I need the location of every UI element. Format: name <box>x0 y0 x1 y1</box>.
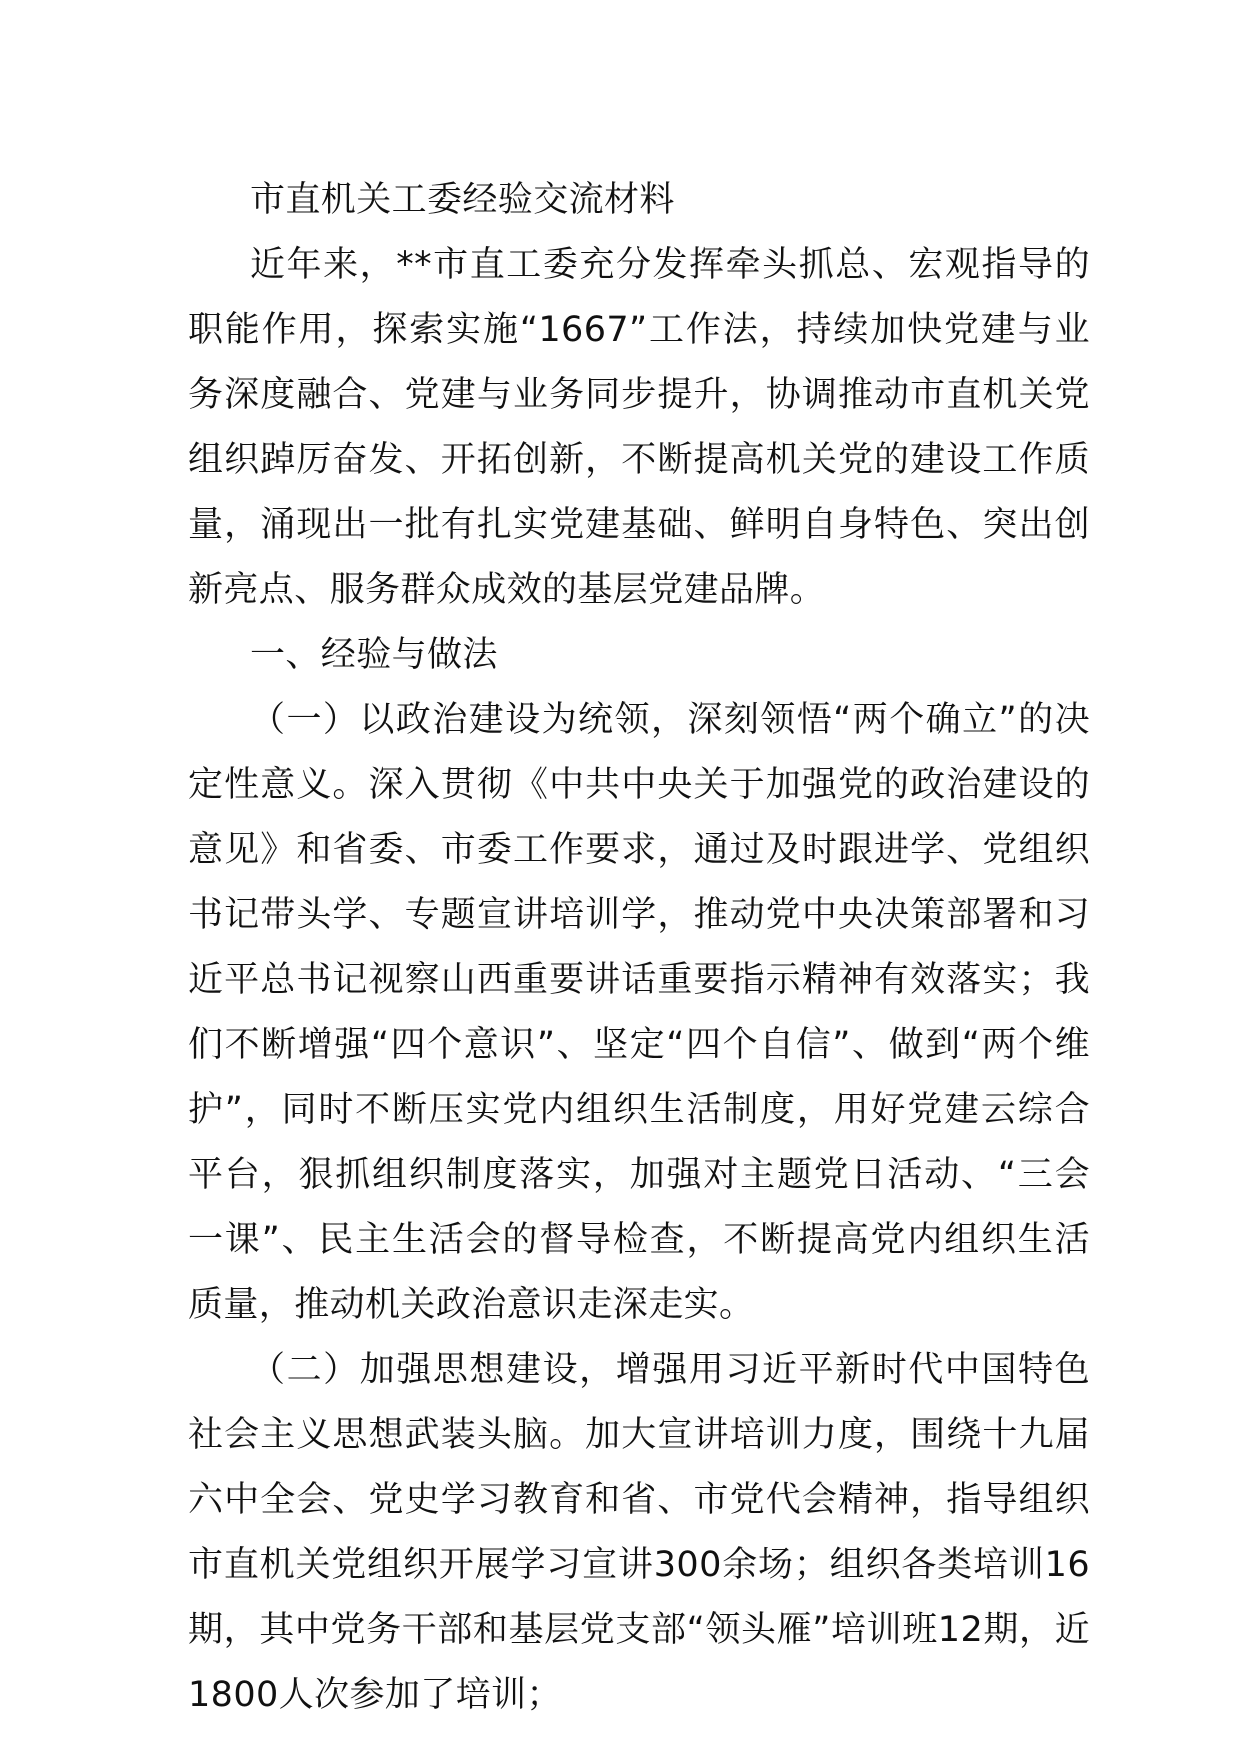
paragraph-political-construction: （一）以政治建设为统领，深刻领悟“两个确立”的决定性意义。深入贯彻《中共中央关于加强党的政治建设的意见》和省委、市委工作要求，通过及时跟进学、党组织书记带头学、专题宣讲培训学，推动党中央决策部署和习近平总书记视察山西重要讲话重要指示精神有效落实；我们不断增强“四个意识”、坚定“四个自信”、做到“两个维护”，同时不断压实党内组织生活制度，用好党建云综合平台，狠抓组织制度落实，加强对主题党日活动、“三会一课”、民主生活会的督导检查，不断提高党内组织生活质量，推动机关政治意识走深走实。 <box>188 700 1090 1325</box>
paragraph-intro: 近年来，**市直工委充分发挥牵头抓总、宏观指导的职能作用，探索实施“1667”工作法，持续加快党建与业务深度融合、党建与业务同步提升，协调推动市直机关党组织踔厉奋发、开拓创新，不断提高机关党的建设工作质量，涌现出一批有扎实党建基础、鲜明自身特色、突出创新亮点、服务群众成效的基层党建品牌。 <box>188 245 1090 610</box>
paragraph-ideological-construction: （二）加强思想建设，增强用习近平新时代中国特色社会主义思想武装头脑。加大宣讲培训力度，围绕十九届六中全会、党史学习教育和省、市党代会精神，指导组织市直机关党组织开展学习宣讲300余场；组织各类培训16期，其中党务干部和基层党支部“领头雁”培训班12期，近1800人次参加了培训； <box>188 1350 1090 1715</box>
document-body <box>188 168 1090 1728</box>
document-title: 市直机关工委经验交流材料 <box>250 180 675 220</box>
section-heading-experience: 一、经验与做法 <box>250 635 498 675</box>
